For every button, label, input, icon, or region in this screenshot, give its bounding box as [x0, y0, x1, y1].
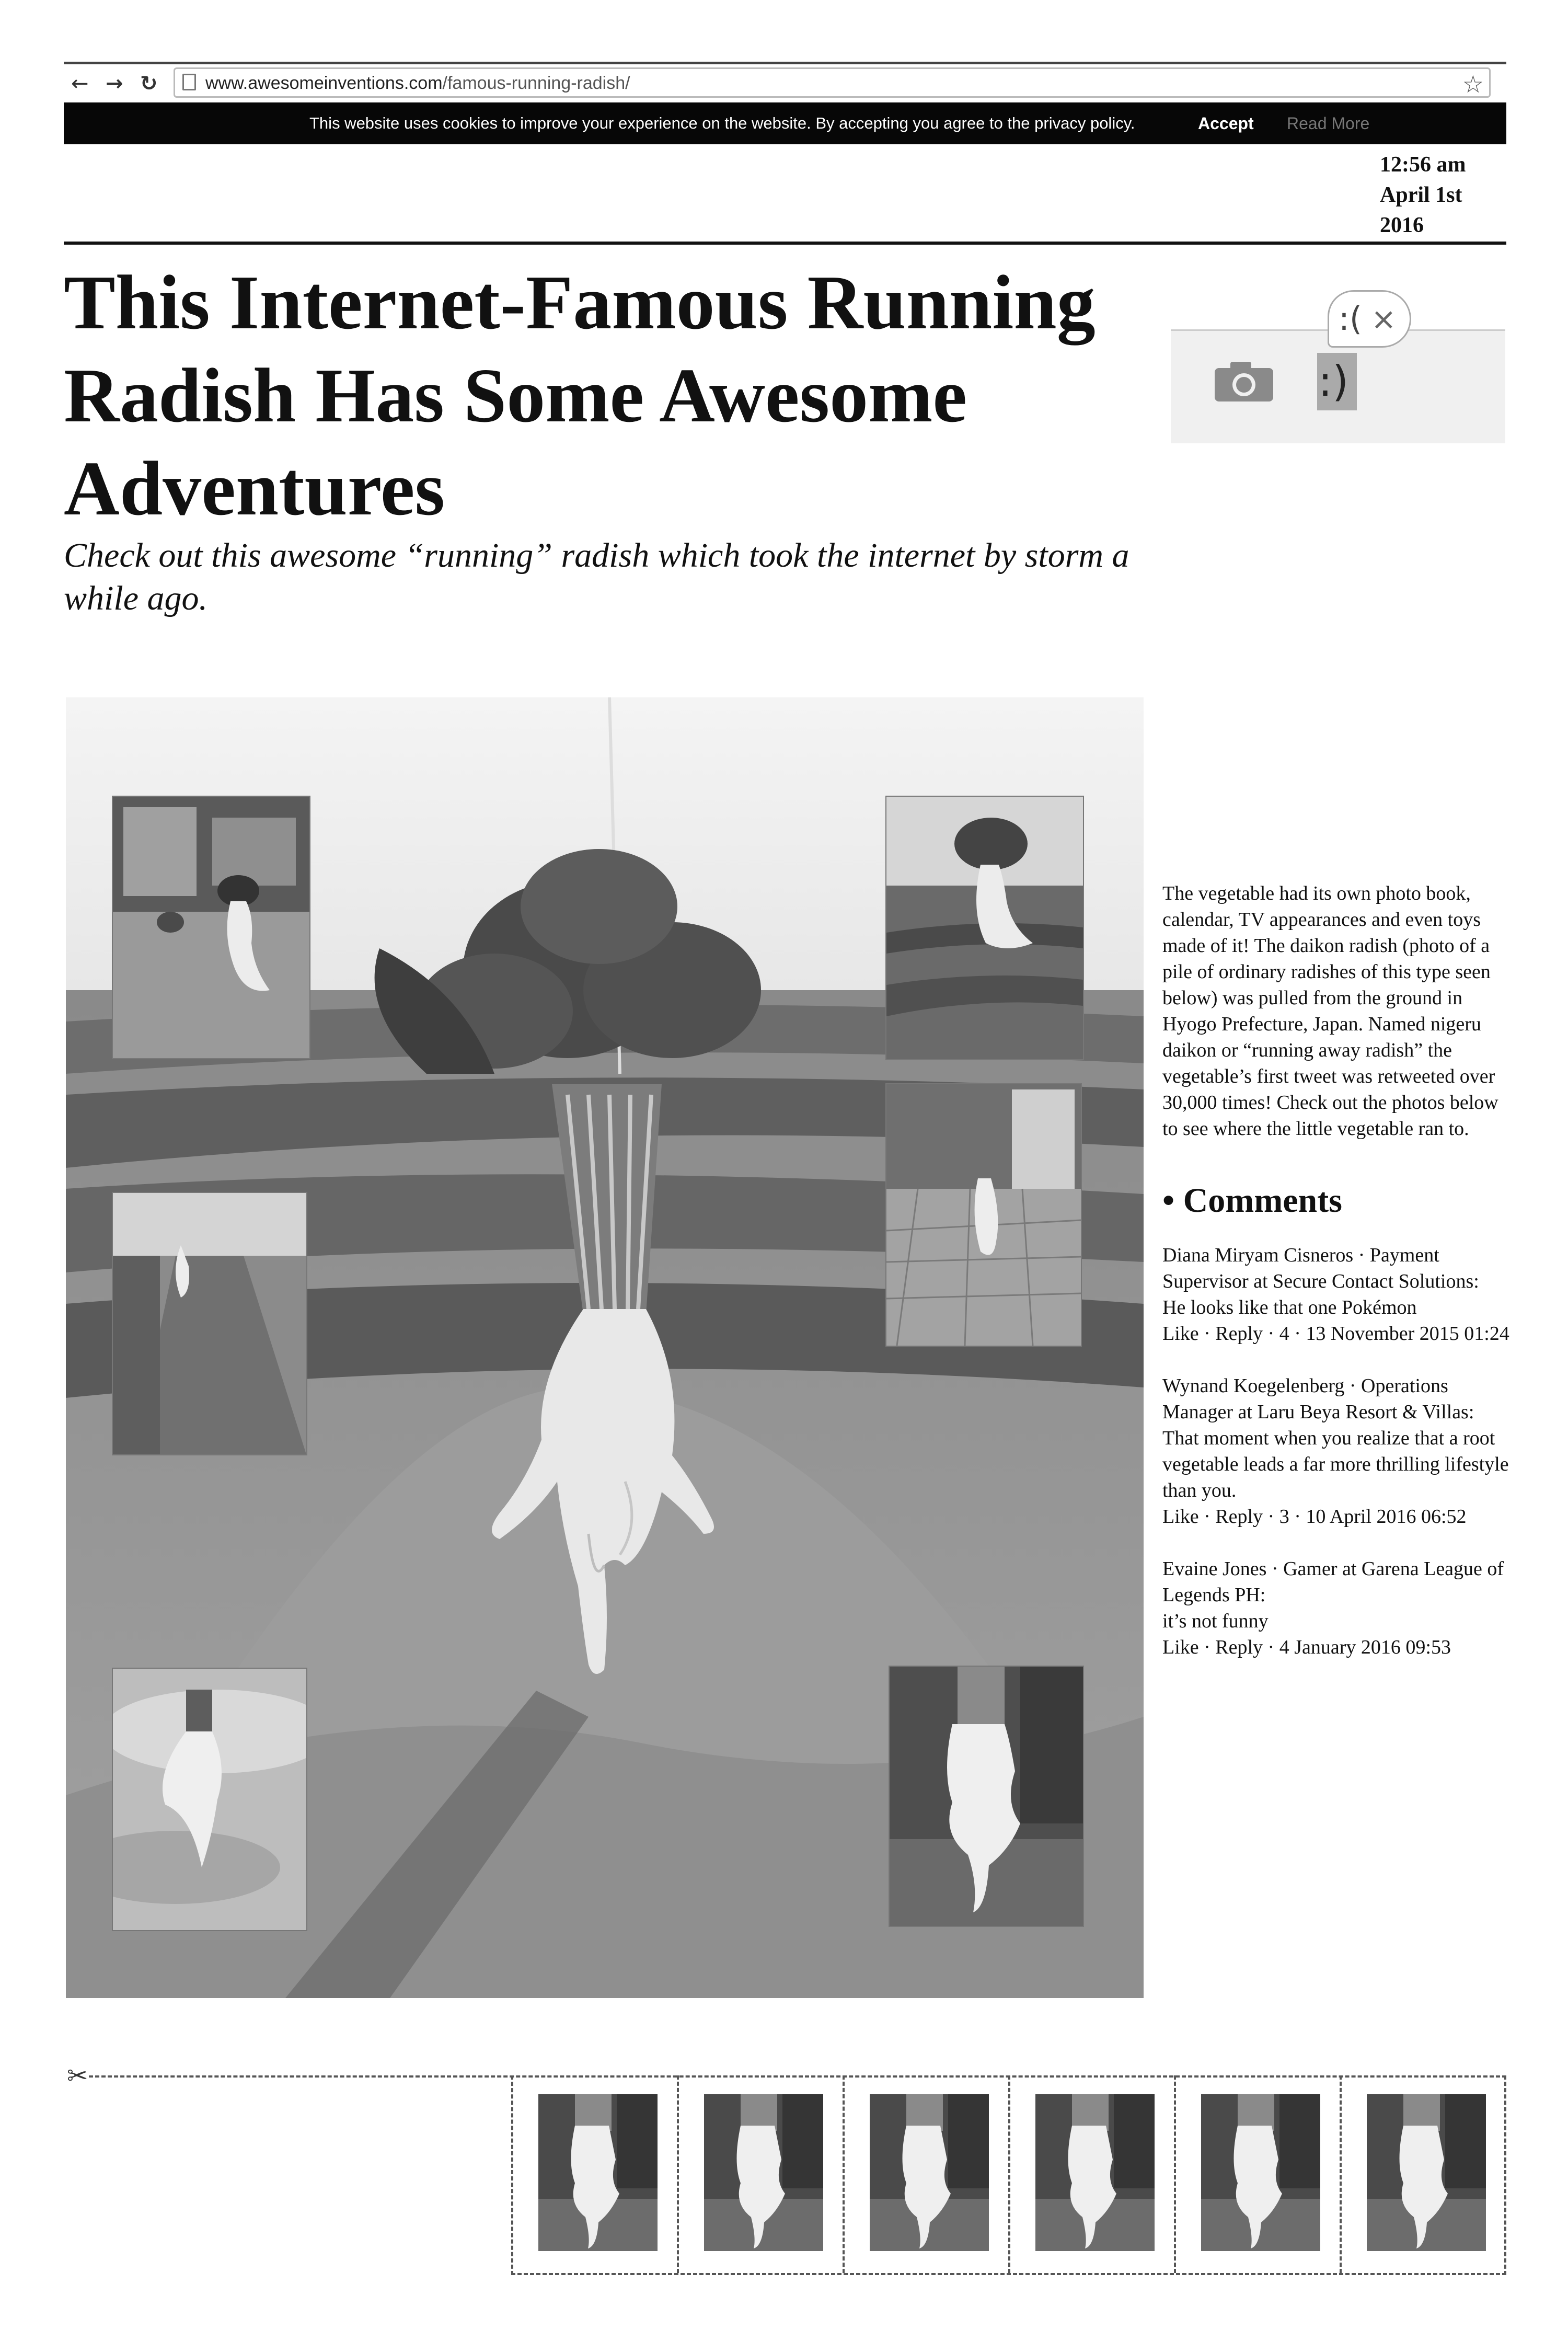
comment-author[interactable]: Wynand Koegelenberg · Operations Manager at Laru Beya Resort & Villas: — [1162, 1375, 1474, 1423]
stamp — [679, 2075, 845, 2273]
stamp — [1342, 2075, 1507, 2273]
stamp-sheet — [511, 2075, 1506, 2275]
comment-text: That moment when you realize that a root vegetable leads a far more thrilling lifestyle than you. — [1162, 1427, 1509, 1501]
page-icon — [182, 74, 196, 90]
thumb-radish-walking-dog — [113, 797, 309, 1058]
timestamp-year: 2016 — [1380, 213, 1424, 237]
comment-author[interactable]: Evaine Jones · Gamer at Garena League of Legends PH: — [1162, 1558, 1504, 1606]
accept-cookies-button[interactable]: Accept — [1198, 114, 1254, 133]
comment-meta[interactable]: Like · Reply · 4 January 2016 09:53 — [1162, 1636, 1451, 1658]
main-radish-photo — [66, 697, 1144, 1998]
close-icon[interactable]: × — [1371, 301, 1397, 337]
cookie-banner — [64, 102, 1506, 144]
browser-toolbar — [64, 62, 1506, 100]
timestamp — [1380, 150, 1505, 240]
scissors-icon: ✂ — [67, 2061, 88, 2091]
star-icon[interactable]: ☆ — [1462, 70, 1484, 98]
address-bar[interactable] — [174, 67, 1491, 98]
thumb-radish-road — [113, 1193, 306, 1454]
stamp — [845, 2075, 1010, 2273]
frown-emoji: :( — [1339, 300, 1363, 338]
comment-text: it’s not funny — [1162, 1610, 1269, 1632]
comment-item — [1162, 1242, 1518, 1347]
smile-emoji[interactable]: :) — [1318, 357, 1349, 406]
stamp-radish-image — [704, 2094, 823, 2251]
reload-icon[interactable]: ↻ — [140, 72, 158, 96]
url-path: /famous-running-radish/ — [442, 73, 630, 93]
url-domain: www.awesomeinventions.com — [205, 73, 443, 93]
stamp-radish-image — [1367, 2094, 1486, 2251]
stamp-radish-image — [1035, 2094, 1155, 2251]
comment-item — [1162, 1373, 1518, 1530]
emoji-widget — [1171, 290, 1505, 442]
cookie-banner-text: This website uses cookies to improve your experience on the website. By accepting you agree to the privacy policy. — [309, 114, 1135, 132]
stamp — [513, 2075, 679, 2273]
comment-meta[interactable]: Like · Reply · 3 · 10 April 2016 06:52 — [1162, 1506, 1467, 1528]
back-arrow-icon[interactable]: ← — [71, 72, 89, 96]
stamp-radish-image — [538, 2094, 658, 2251]
read-more-link[interactable]: Read More — [1287, 114, 1370, 133]
thumb-radish-indoor — [886, 1084, 1081, 1346]
frown-emoji-bubble[interactable] — [1328, 290, 1411, 348]
camera-icon[interactable] — [1213, 361, 1275, 403]
stamp-radish-image — [1201, 2094, 1320, 2251]
header-divider — [64, 242, 1506, 245]
comment-author[interactable]: Diana Miryam Cisneros · Payment Supervisor at Secure Contact Solutions: — [1162, 1244, 1479, 1292]
thumb-radish-sky — [113, 1669, 306, 1930]
stamp — [1010, 2075, 1176, 2273]
url-text[interactable] — [205, 73, 630, 94]
sidebar — [1162, 880, 1518, 1686]
timestamp-time: 12:56 am — [1380, 153, 1466, 177]
comment-meta[interactable]: Like · Reply · 4 · 13 November 2015 01:24 — [1162, 1323, 1509, 1345]
page-subtitle: Check out this awesome “running” radish which took the internet by storm a while ago. — [64, 536, 1129, 617]
comments-heading: • Comments — [1162, 1181, 1342, 1220]
stamp-radish-image — [870, 2094, 989, 2251]
thumb-radish-hanging — [890, 1667, 1083, 1926]
timestamp-date: April 1st — [1380, 183, 1462, 207]
comment-text: He looks like that one Pokémon — [1162, 1296, 1417, 1318]
comment-item — [1162, 1556, 1518, 1660]
thumb-radish-field — [886, 797, 1083, 1059]
forward-arrow-icon[interactable]: → — [106, 72, 123, 96]
page-title: This Internet-Famous Running Radish Has Some Awesome Adventures — [64, 260, 1096, 532]
article-description: The vegetable had its own photo book, calendar, TV appearances and even toys made of it! The daikon radish (photo of a pile of ordinary radishes of this type seen below) was pulled from the ground in Hyogo Prefecture, Japan. Named nigeru daikon or “running away radish” the vegetable’s first tweet was retweeted over 30,000 times! Check out the photos below to see where the little vegetable ran to. — [1162, 882, 1498, 1140]
stamp — [1176, 2075, 1342, 2273]
